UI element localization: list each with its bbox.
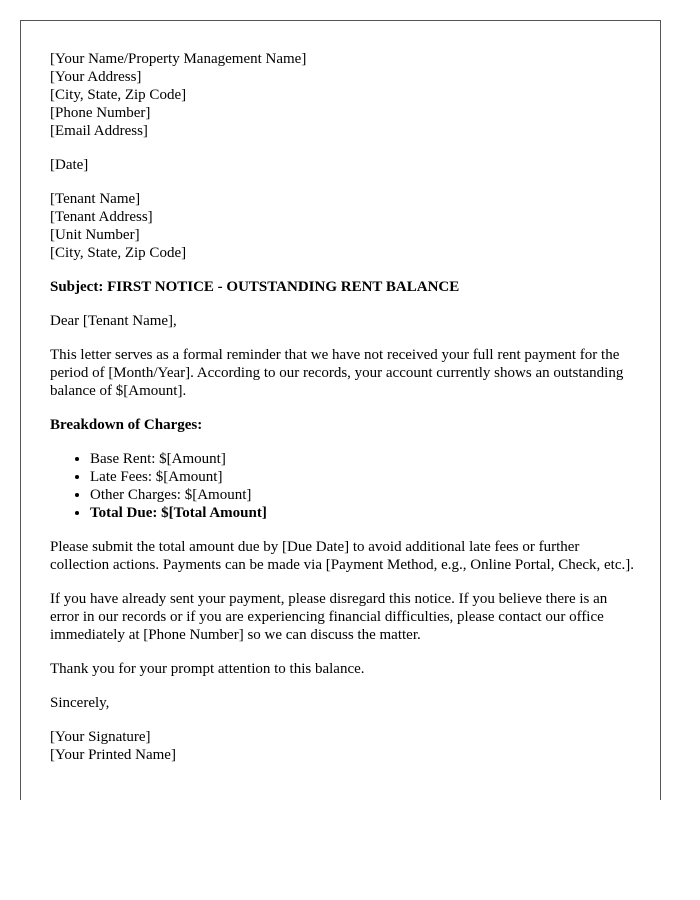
recipient-address: [Tenant Address] xyxy=(50,209,153,225)
salutation: Dear [Tenant Name], xyxy=(50,313,177,329)
recipient-unit: [Unit Number] xyxy=(50,227,140,243)
sender-name: [Your Name/Property Management Name] xyxy=(50,51,307,67)
paragraph-thanks: Thank you for your prompt attention to this balance. xyxy=(50,661,365,677)
printed-name: [Your Printed Name] xyxy=(50,747,176,763)
subject-line: Subject: FIRST NOTICE - OUTSTANDING RENT BALANCE xyxy=(50,279,460,295)
signature: [Your Signature] xyxy=(50,729,151,745)
sender-phone: [Phone Number] xyxy=(50,105,151,121)
paragraph-disregard: If you have already sent your payment, please disregard this notice. If you believe there is an error in our records or if you are experiencing financial difficulties, please contact our office immediately at [Phone Number] so we can discuss the matter. xyxy=(50,591,608,643)
letter-date: [Date] xyxy=(50,157,89,173)
letter-body xyxy=(50,50,640,780)
recipient-name: [Tenant Name] xyxy=(50,191,141,207)
recipient-city-state-zip: [City, State, Zip Code] xyxy=(50,245,187,261)
paragraph-intro: This letter serves as a formal reminder that we have not received your full rent payment for the period of [Month/Year]. According to our records, your account currently shows an outstanding balance of $[Amount]. xyxy=(50,347,624,399)
charge-item-base-rent: • Base Rent: $[Amount] xyxy=(90,450,640,468)
charge-item-total-due: • Total Due: $[Total Amount] xyxy=(90,504,640,522)
charge-item-late-fees: • Late Fees: $[Amount] xyxy=(90,468,640,486)
breakdown-heading: Breakdown of Charges: xyxy=(50,417,203,433)
signature-block xyxy=(50,728,640,764)
paragraph-payment-instructions: Please submit the total amount due by [Due Date] to avoid additional late fees or further collection actions. Payments can be made via [Payment Method, e.g., Online Portal, Check, etc.]. xyxy=(50,539,635,573)
charge-item-other-charges: • Other Charges: $[Amount] xyxy=(90,486,640,504)
charges-list xyxy=(50,450,640,522)
letter-page xyxy=(20,20,661,800)
sender-address: [Your Address] xyxy=(50,69,142,85)
closing: Sincerely, xyxy=(50,695,110,711)
recipient-block xyxy=(50,190,640,262)
sender-city-state-zip: [City, State, Zip Code] xyxy=(50,87,187,103)
sender-block xyxy=(50,50,640,140)
sender-email: [Email Address] xyxy=(50,123,148,139)
